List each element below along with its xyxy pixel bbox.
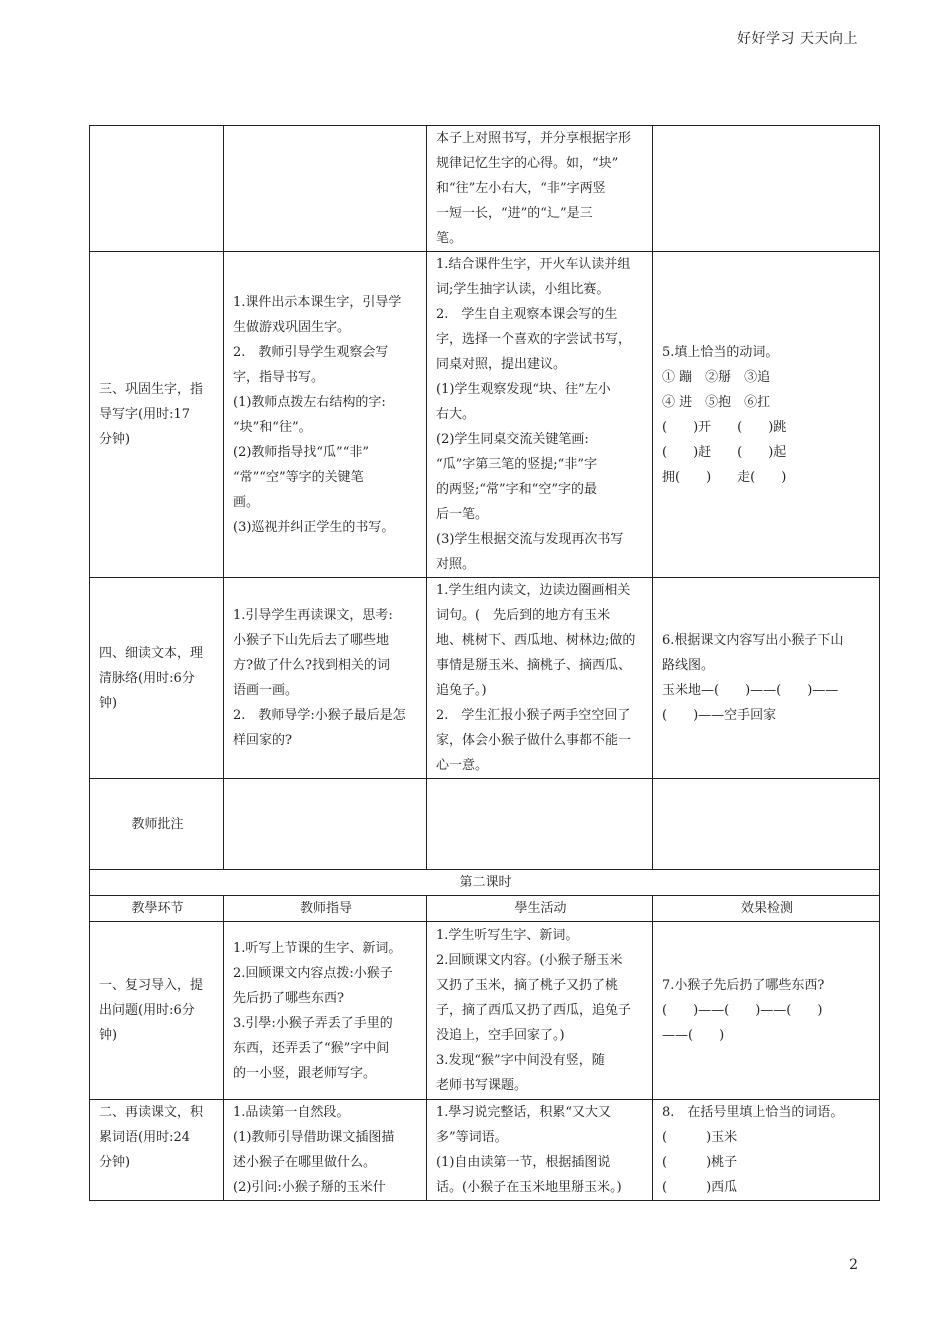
text-line: 词;学生抽字认读，小组比赛。	[436, 282, 610, 297]
text-line: 老师书写课题。	[436, 1078, 528, 1093]
cell-effect-check	[653, 578, 880, 779]
text-line: 1.课件出示本课生字，引导学	[233, 294, 402, 310]
cell-teacher-guidance	[224, 578, 427, 779]
cell-student-activity	[427, 922, 653, 1100]
text-line: 路线图。	[662, 658, 715, 673]
text-line: 2. 教师导学:小猴子最后是怎	[233, 708, 406, 723]
column-header-student-activity: 學生活动	[427, 896, 653, 922]
cell-teacher-guidance	[224, 922, 427, 1100]
header-motto: 好好学习 天天向上	[737, 31, 858, 47]
text-line: 心一意。	[436, 758, 489, 773]
cell-stage	[90, 252, 224, 578]
cell-student-activity	[427, 1100, 653, 1201]
text-line: 笔。	[436, 231, 463, 246]
table-row-review-intro	[90, 922, 880, 1100]
text-line: 子，摘了西瓜又扔了西瓜，追兔子	[436, 1003, 632, 1018]
text-line: (2)教师指导找“瓜”“非”	[233, 444, 369, 460]
text-line: 1.引导学生再读课文，思考:	[233, 608, 393, 623]
teacher-notes-label: 教师批注	[90, 779, 224, 870]
text-line: 东西，还弄丢了“猴”字中间	[233, 1040, 390, 1056]
text-line: 又扔了玉米，摘了桃子又扔了桃	[436, 978, 619, 993]
text-line: 6.根据课文内容写出小猴子下山	[662, 633, 844, 648]
text-line: (3)学生根据交流与发现再次书写	[436, 532, 624, 547]
text-line: ④ 进 ⑤抱 ⑥扛	[662, 394, 771, 410]
table-row-teacher-notes	[90, 779, 880, 870]
text-line: 7.小猴子先后扔了哪些东西?	[662, 978, 825, 993]
column-header-effect-check: 效果检测	[653, 896, 880, 922]
cell-empty	[653, 779, 880, 870]
text-line: 导写字(用时:17	[99, 407, 190, 422]
text-line: 事情是掰玉米、摘桃子、摘西瓜、	[436, 658, 632, 673]
text-line: 8. 在括号里填上恰当的词语。	[662, 1105, 844, 1120]
column-header-stage: 教學环节	[90, 896, 224, 922]
text-line: 同桌对照，提出建议。	[436, 357, 567, 372]
text-line: 钟)	[99, 695, 118, 711]
text-line: 的一小竖，跟老师写字。	[233, 1065, 377, 1081]
text-line: 5.填上恰当的动词。	[662, 344, 779, 360]
text-line: 二、再读课文，积	[99, 1105, 204, 1120]
text-line: 2. 学生自主观察本课会写的生	[436, 307, 618, 322]
cell-effect-check	[653, 922, 880, 1100]
text-line: ——( )	[662, 1028, 725, 1043]
table-row-close-reading	[90, 578, 880, 779]
text-line: 生做游戏巩固生字。	[233, 319, 351, 335]
cell-stage	[90, 922, 224, 1100]
table-header-row	[90, 896, 880, 922]
text-line: 拥( ) 走( )	[662, 469, 787, 485]
text-line: 对照。	[436, 557, 476, 572]
text-line: 2. 学生汇报小猴子两手空空回了	[436, 708, 631, 723]
text-line: 规律记忆生字的心得。如，“块”	[436, 156, 619, 171]
text-line: 1.学生组内读文，边读边圈画相关	[436, 583, 631, 598]
text-line: ( )桃子	[662, 1155, 738, 1170]
text-line: 多”等词语。	[436, 1130, 508, 1145]
text-line: 语画一画。	[233, 683, 299, 698]
text-line: 1.學习说完整话，积累“又大又	[436, 1105, 612, 1120]
text-line: 2.回顾课文内容。(小猴子掰玉米	[436, 953, 623, 968]
text-line: 2. 教师引导学生观察会写	[233, 344, 389, 360]
text-line: 右大。	[436, 407, 476, 422]
text-line: 字，指导书写。	[233, 369, 325, 385]
text-line: 玉米地—( )——( )——	[662, 683, 839, 698]
text-line: 1.学生听写生字、新词。	[436, 928, 579, 943]
text-line: (1)自由读第一节，根据插图说	[436, 1155, 611, 1170]
cell-effect-check	[653, 1100, 880, 1201]
text-line: (2)学生同桌交流关键笔画:	[436, 432, 589, 447]
text-line: ( )西瓜	[662, 1180, 738, 1195]
cell-empty	[90, 126, 224, 252]
table-row-continuation	[90, 126, 880, 252]
cell-empty	[427, 779, 653, 870]
lesson-plan-table	[89, 125, 880, 1201]
text-line: ① 蹦 ②掰 ③追	[662, 369, 771, 385]
text-line: 后一笔。	[436, 507, 489, 522]
text-line: ( )玉米	[662, 1130, 738, 1145]
text-line: 先后扔了哪些东西?	[233, 990, 344, 1006]
text-line: 追兔子。)	[436, 683, 487, 698]
text-line: 小猴子下山先后去了哪些地	[233, 633, 390, 648]
text-line: 词句。( 先后到的地方有玉米	[436, 608, 611, 623]
text-line: “常”“空”等字的关键笔	[233, 469, 364, 485]
table-row-consolidate-characters	[90, 252, 880, 578]
text-line: 样回家的?	[233, 733, 292, 748]
text-line: 2.回顾课文内容点拨:小猴子	[233, 965, 393, 981]
text-line: ( )赶 ( )起	[662, 444, 787, 460]
text-line: “瓜”字第三笔的竖提;“非”字	[436, 457, 597, 472]
cell-stage	[90, 1100, 224, 1201]
text-line: (1)学生观察发现“块、往”左小	[436, 382, 611, 397]
text-line: 1.品读第一自然段。	[233, 1105, 350, 1120]
text-line: (1)教师点拨左右结构的字:	[233, 394, 386, 410]
cell-teacher-guidance	[224, 1100, 427, 1201]
second-lesson-title: 第二课时	[90, 870, 880, 896]
text-line: 3.引學:小猴子弄丢了手里的	[233, 1015, 393, 1031]
cell-teacher-guidance	[224, 252, 427, 578]
text-line: 一、复习导入，提	[99, 978, 204, 993]
text-line: 四、细读文本，理	[99, 645, 204, 661]
text-line: ( )开 ( )跳	[662, 419, 787, 435]
text-line: 画。	[233, 494, 260, 510]
cell-student-activity	[427, 578, 653, 779]
text-line: 累词语(用时:24	[99, 1130, 190, 1145]
cell-student-activity	[427, 126, 653, 252]
text-line: “块”和“往”。	[233, 419, 312, 435]
cell-empty	[224, 779, 427, 870]
text-line: 没追上，空手回家了。)	[436, 1028, 565, 1043]
text-line: 分钟)	[99, 432, 131, 447]
text-line: 3.发现“猴”字中间没有竖，随	[436, 1053, 605, 1068]
text-line: 清脉络(用时:6分	[99, 670, 195, 686]
page-number: 2	[849, 1257, 858, 1273]
table-row-second-lesson-title	[90, 870, 880, 896]
text-line: 钟)	[99, 1028, 118, 1043]
text-line: 三、巩固生字，指	[99, 382, 204, 397]
text-line: 1.结合课件生字，开火车认读并组	[436, 257, 631, 272]
text-line: (3)巡视并纠正学生的书写。	[233, 519, 395, 535]
column-header-teacher-guidance: 教师指导	[224, 896, 427, 922]
text-line: 本子上对照书写，并分享根据字形	[436, 131, 632, 146]
text-line: 述小猴子在哪里做什么。	[233, 1155, 377, 1170]
text-line: 字，选择一个喜欢的字尝试书写，	[436, 332, 632, 347]
text-line: (2)引问:小猴子掰的玉米什	[233, 1180, 386, 1195]
table-row-reread-vocabulary	[90, 1100, 880, 1201]
text-line: 家，体会小猴子做什么事都不能一	[436, 733, 632, 748]
text-line: ( )——( )——( )	[662, 1003, 823, 1018]
text-line: 的两竖;“常”字和“空”字的最	[436, 482, 597, 497]
text-line: 1.听写上节课的生字、新词。	[233, 940, 402, 956]
cell-stage	[90, 578, 224, 779]
text-line: (1)教师引导借助课文插图描	[233, 1130, 395, 1145]
text-line: 地、桃树下、西瓜地、树林边;做的	[436, 633, 636, 648]
text-line: 出问题(用时:6分	[99, 1003, 195, 1018]
cell-empty	[653, 126, 880, 252]
text-line: ( )——空手回家	[662, 708, 777, 723]
text-line: 和“往”左小右大，“非”字两竖	[436, 181, 606, 196]
text-line: 方?做了什么?找到相关的词	[233, 658, 390, 673]
text-line: 分钟)	[99, 1155, 131, 1170]
text-line: 一短一长，“进”的“辶”是三	[436, 206, 593, 221]
cell-empty	[224, 126, 427, 252]
text-line: 话。(小猴子在玉米地里掰玉米。)	[436, 1180, 622, 1195]
cell-effect-check	[653, 252, 880, 578]
cell-student-activity	[427, 252, 653, 578]
